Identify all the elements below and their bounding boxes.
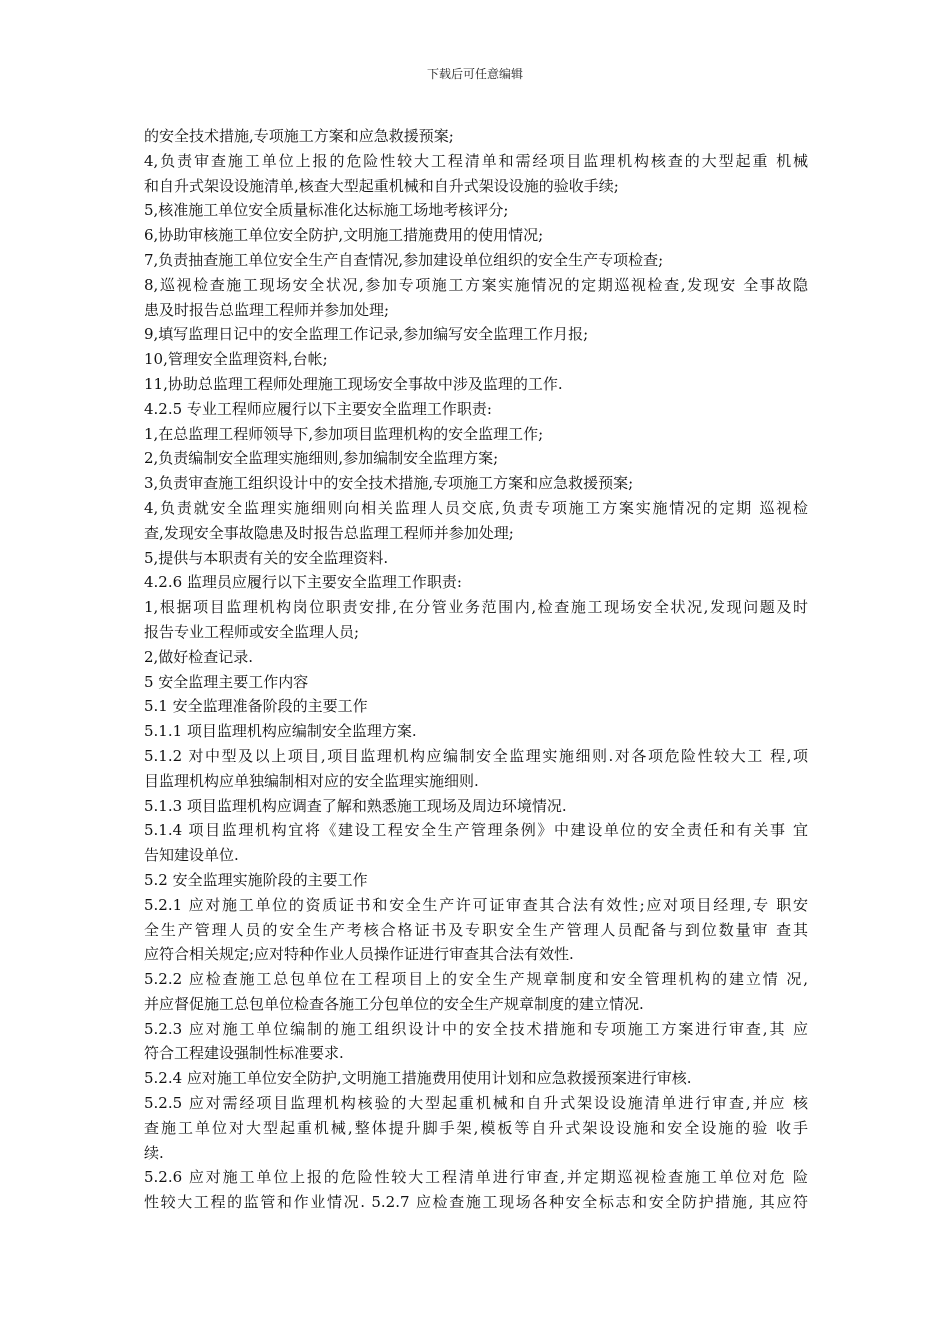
text-line: 5.2.2 应检查施工总包单位在工程项目上的安全生产规章制度和安全管理机构的建立情 况, (144, 970, 808, 989)
text-line: 5.1.3 项目监理机构应调查了解和熟悉施工现场及周边环境情况. (144, 796, 567, 815)
text-line: 目监理机构应单独编制相对应的安全监理实施细则. (144, 771, 479, 790)
text-line: 2,做好检查记录. (144, 647, 254, 666)
text-line: 4.2.5 专业工程师应履行以下主要安全监理工作职责: (144, 399, 492, 418)
text-line: 符合工程建设强制性标准要求. (144, 1044, 344, 1063)
text-line: 8,巡视检查施工现场安全状况,参加专项施工方案实施情况的定期巡视检查,发现安 全事故隐 (144, 275, 808, 294)
text-line: 性较大工程的监管和作业情况. 5.2.7 应检查施工现场各种安全标志和安全防护措施, 其应符 (144, 1193, 808, 1212)
page-header: 下载后可任意编辑 (426, 67, 523, 81)
text-line: 查,发现安全事故隐患及时报告总监理工程师并参加处理; (144, 523, 514, 542)
text-line: 和自升式架设设施清单,核查大型起重机械和自升式架设设施的验收手续; (144, 176, 619, 195)
text-line: 并应督促施工总包单位检查各施工分包单位的安全生产规章制度的建立情况. (144, 994, 644, 1013)
text-line: 告知建设单位. (144, 846, 239, 865)
text-line: 4,负责审查施工单位上报的危险性较大工程清单和需经项目监理机构核查的大型起重 机械 (144, 151, 808, 170)
text-line: 患及时报告总监理工程师并参加处理; (144, 300, 390, 319)
text-line: 5.1.2 对中型及以上项目,项目监理机构应编制安全监理实施细则.对各项危险性较大工 程,项 (144, 746, 808, 765)
text-line: 5.2.6 应对施工单位上报的危险性较大工程清单进行审查,并定期巡视检查施工单位对危 险 (144, 1168, 808, 1187)
text-line: 5,提供与本职责有关的安全监理资料. (144, 548, 389, 567)
text-line: 11,协助总监理工程师处理施工现场安全事故中涉及监理的工作. (144, 374, 563, 393)
text-line: 查施工单位对大型起重机械,整体提升脚手架,模板等自升式架设设施和安全设施的验 收手 (144, 1118, 808, 1137)
text-line: 5.2.3 应对施工单位编制的施工组织设计中的安全技术措施和专项施工方案进行审查,其 应 (144, 1019, 808, 1038)
text-line: 4.2.6 监理员应履行以下主要安全监理工作职责: (144, 573, 462, 592)
text-line: 9,填写监理日记中的安全监理工作记录,参加编写安全监理工作月报; (144, 325, 589, 344)
text-line: 报告专业工程师或安全监理人员; (144, 622, 360, 641)
text-line: 6,协助审核施工单位安全防护,文明施工措施费用的使用情况; (144, 226, 544, 245)
text-line: 2,负责编制安全监理实施细则,参加编制安全监理方案; (144, 449, 499, 468)
text-line: 3,负责审查施工组织设计中的安全技术措施,专项施工方案和应急救援预案; (144, 474, 634, 493)
text-line: 的安全技术措施,专项施工方案和应急救援预案; (144, 127, 454, 145)
text-line: 5.2.5 应对需经项目监理机构核验的大型起重机械和自升式架设设施清单进行审查,并应 核 (144, 1094, 808, 1113)
text-line: 续. (144, 1143, 164, 1162)
text-line: 1,根据项目监理机构岗位职责安排,在分管业务范围内,检查施工现场安全状况,发现问题及时 (144, 598, 808, 617)
text-line: 7,负责抽查施工单位安全生产自查情况,参加建设单位组织的安全生产专项检查; (144, 250, 664, 269)
text-line: 5.1.4 项目监理机构宜将《建设工程安全生产管理条例》中建设单位的安全责任和有关事 宜 (144, 821, 808, 840)
text-line: 5.2 安全监理实施阶段的主要工作 (144, 870, 368, 889)
text-line: 10,管理安全监理资料,台帐; (144, 350, 328, 369)
text-line: 5.1 安全监理准备阶段的主要工作 (144, 697, 368, 716)
text-line: 4,负责就安全监理实施细则向相关监理人员交底,负责专项施工方案实施情况的定期 巡视检 (144, 498, 808, 517)
text-line: 5.2.4 应对施工单位安全防护,文明施工措施费用使用计划和应急救援预案进行审核. (144, 1069, 692, 1088)
text-line: 全生产管理人员的安全生产考核合格证书及专职安全生产管理人员配备与到位数量审 查其 (144, 920, 808, 939)
text-line: 5.2.1 应对施工单位的资质证书和安全生产许可证审查其合法有效性;应对项目经理,专 职安 (144, 895, 808, 914)
document-body (144, 124, 808, 1215)
text-line: 5.1.1 项目监理机构应编制安全监理方案. (144, 722, 417, 741)
text-line: 应符合相关规定;应对特种作业人员操作证进行审查其合法有效性. (144, 945, 574, 964)
text-line: 5,核准施工单位安全质量标准化达标施工场地考核评分; (144, 201, 509, 220)
text-line: 5 安全监理主要工作内容 (144, 672, 309, 691)
text-line: 1,在总监理工程师领导下,参加项目监理机构的安全监理工作; (144, 424, 544, 443)
